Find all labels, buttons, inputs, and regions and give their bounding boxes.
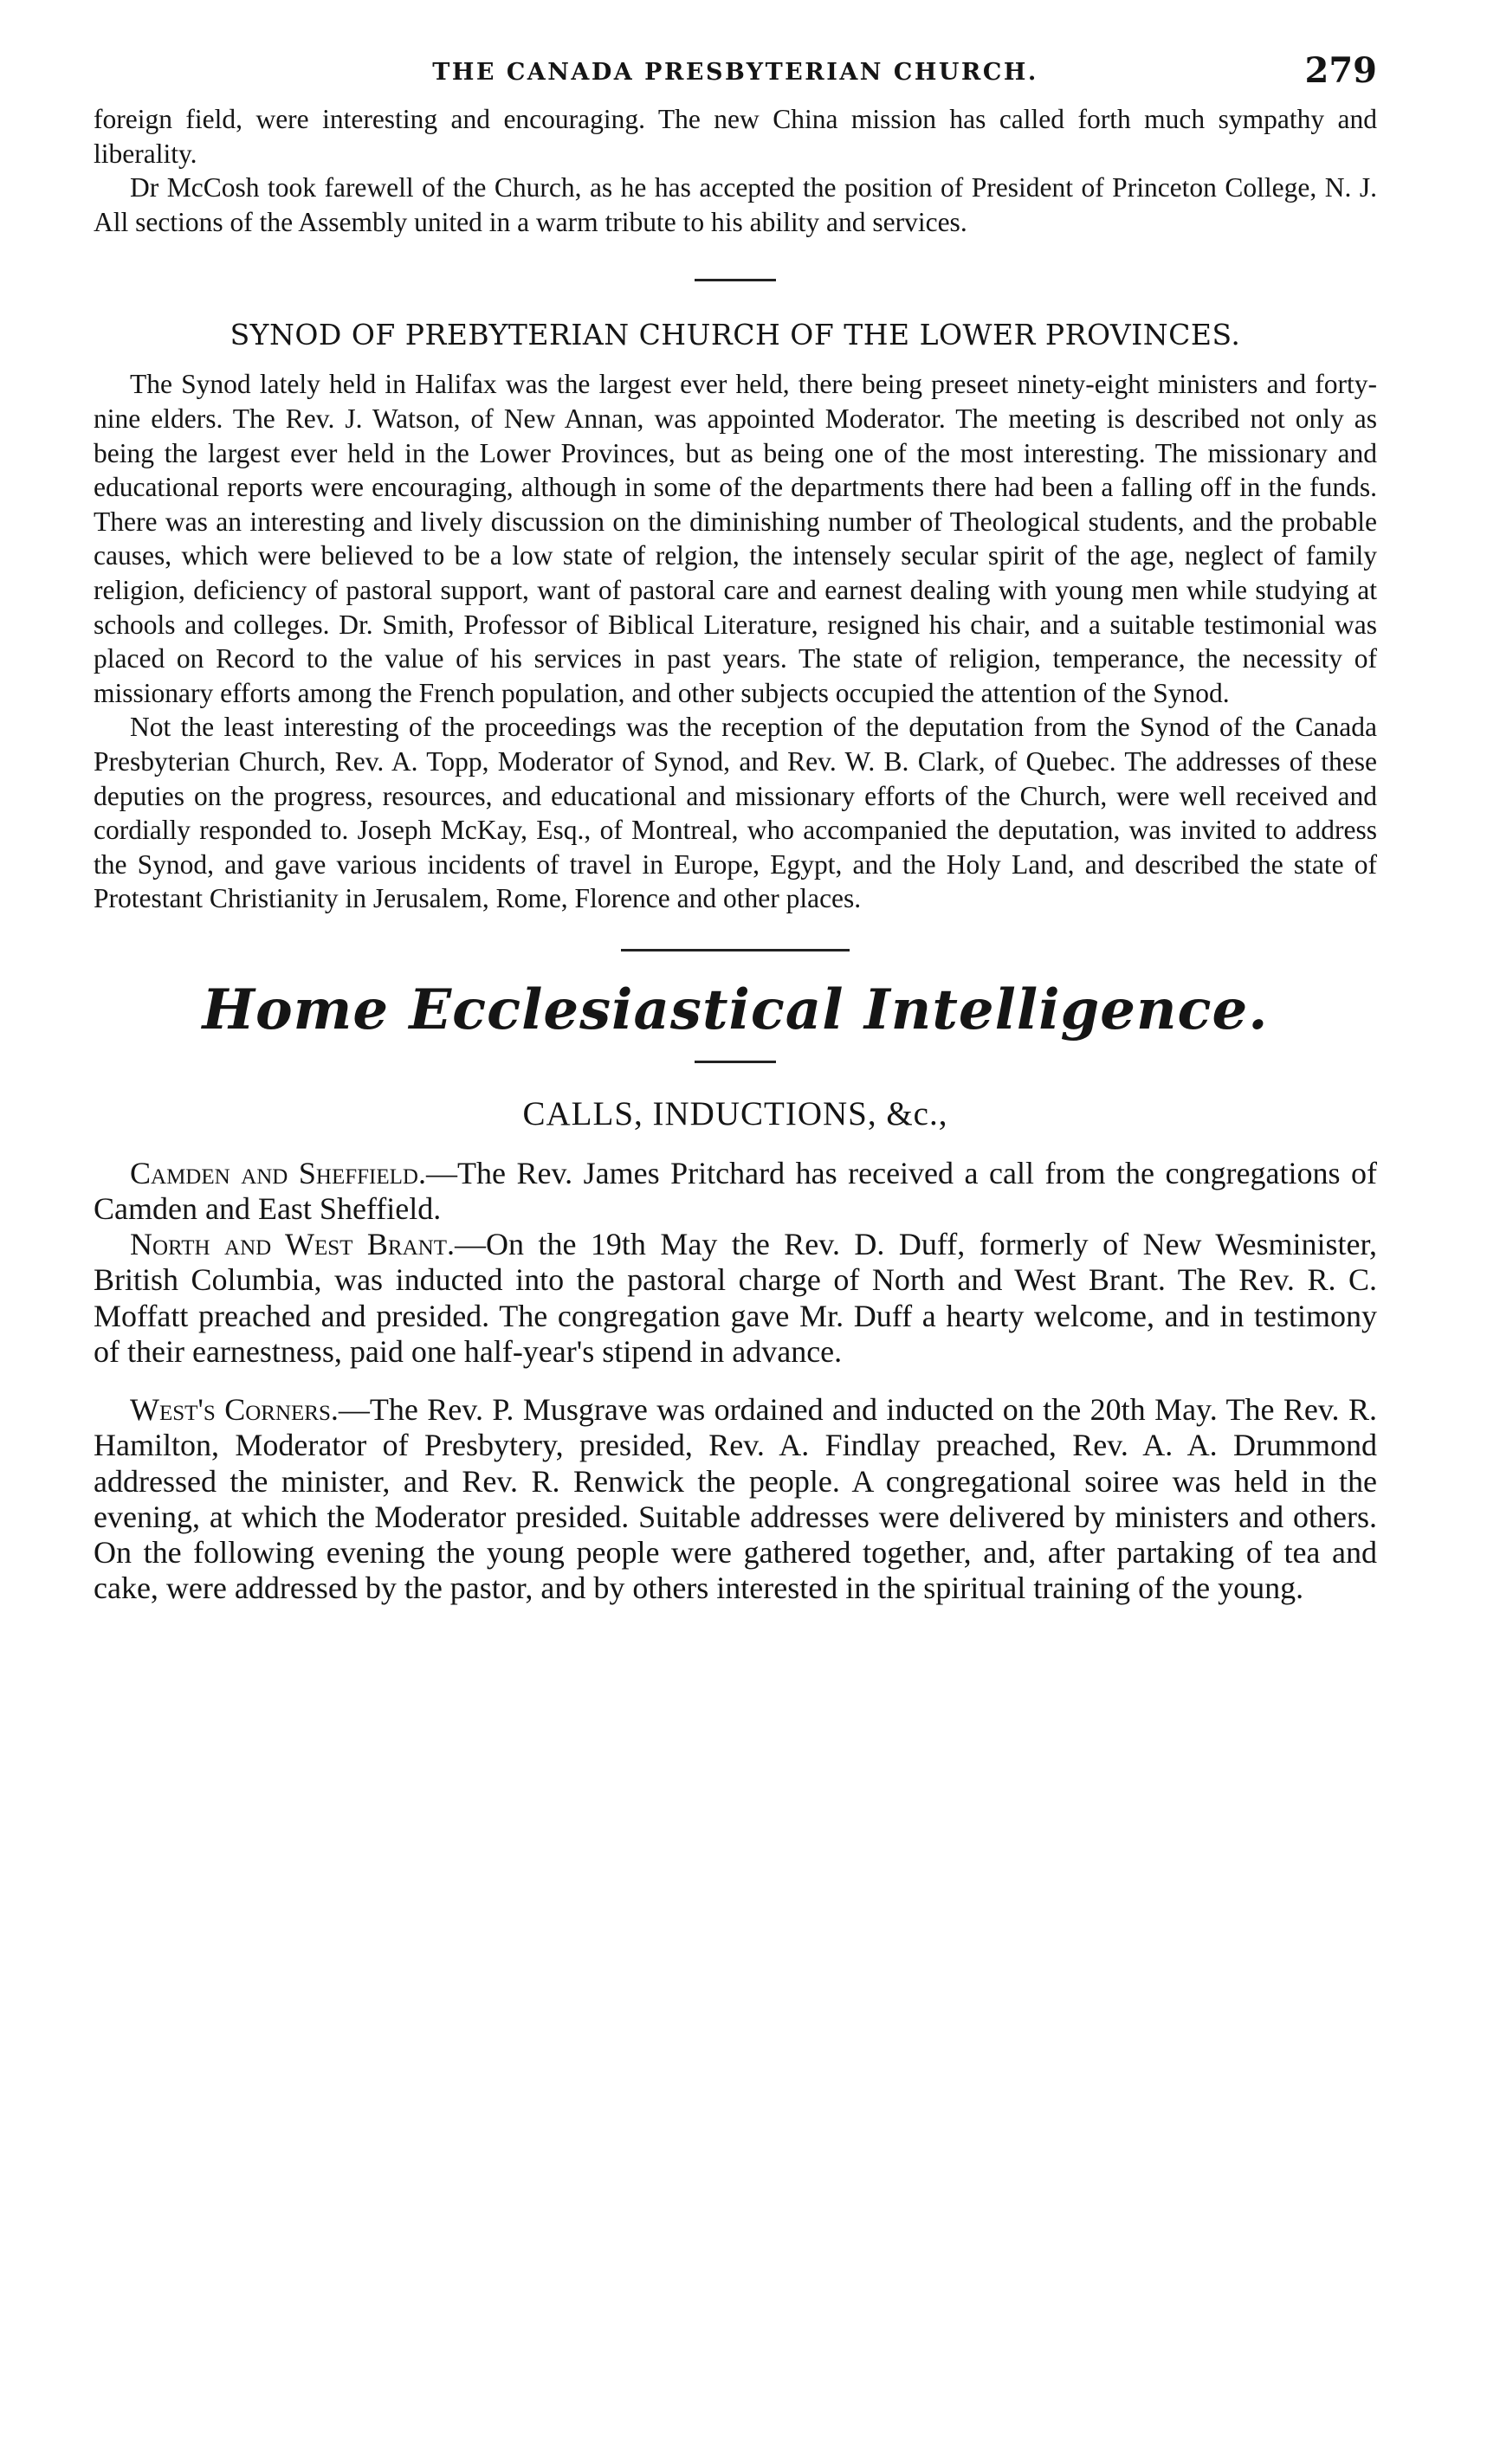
entry-place: Camden and Sheffield. [130, 1155, 426, 1190]
journal-page [94, 50, 1377, 1606]
section-divider [695, 1061, 776, 1063]
assembly-report-continuation [94, 102, 1377, 239]
synod-heading: SYNOD OF PREBYTERIAN CHURCH OF THE LOWER PROVINCES. [230, 318, 1241, 352]
section-divider [621, 949, 850, 951]
entry [94, 1392, 1377, 1606]
entry-place: North and West Brant. [130, 1227, 455, 1262]
entry-text: —The Rev. P. Musgrave was ordained and inducted on the 20th May. The Rev. R. Hamilton, Moderator of Presbytery, presided, Rev. A. Findlay preached, Rev. A. A. Drummond addressed the minister, and Rev. R. Renwick the people. A congregational soiree was held in the evening, at which the Moderator presided. Suitable addresses were delivered by ministers and others. On the following evening the young people were gathered together, and, after partaking of tea and cake, were addressed by the pastor, and by others interested in the spiritual training of the young. [94, 1392, 1377, 1606]
paragraph: foreign field, were interesting and encouraging. The new China mission has called forth much sympathy and liberality. [94, 104, 1377, 169]
paragraph: The Synod lately held in Halifax was the largest ever held, there being preseet ninety-eight ministers and forty-nine elders. The Rev. J. Watson, of New Annan, was appointed Moderator. The meeting is described not only as being the largest ever held in the Lower Provinces, but as being one of the most interesting. The missionary and educational reports were encouraging, although in some of the departments there had been a falling off in the funds. There was an interesting and lively discussion on the diminishing number of Theological students, and the probable causes, which were believed to be a low state of relgion, the intensely secular spirit of the age, neglect of family religion, deficiency of pastoral support, want of pastoral care and earnest dealing with young men while studying at schools and colleges. Dr. Smith, Professor of Biblical Literature, resigned his chair, and a suitable testimonial was placed on Record to the value of his services in past years. The state of religion, temperance, the necessity of missionary efforts among the French population, and other subjects occupied the attention of the Synod. [94, 369, 1377, 708]
entry [94, 1156, 1377, 1227]
entry [94, 1227, 1377, 1370]
running-head [94, 50, 1377, 102]
home-intelligence-heading: Home Ecclesiastical Intelligence. [202, 977, 1269, 1042]
calls-inductions [94, 1156, 1377, 1606]
page-number: 279 [1304, 50, 1377, 91]
running-title: THE CANADA PRESBYTERIAN CHURCH. [432, 59, 1038, 86]
entry-text: —On the 19th May the Rev. D. Duff, formerly of New Wesminister, British Columbia, was inducted into the pastoral charge of North and West Brant. The Rev. R. C. Moffatt preached and presided. The congregation gave Mr. Duff a hearty welcome, and in testimony of their earnestness, paid one half-year's stipend in advance. [94, 1227, 1378, 1369]
entry-place: West's Corners. [130, 1392, 339, 1428]
calls-heading: CALLS, INDUCTIONS, &c., [522, 1094, 948, 1132]
entry-text: —The Rev. James Pritchard has received a call from the congregations of Camden and East Sheffield. [94, 1155, 1377, 1227]
paragraph: Dr McCosh took farewell of the Church, as he has accepted the position of President of Princeton College, N. J. All sections of the Assembly united in a warm tribute to his ability and services. [94, 172, 1377, 237]
synod-report [94, 367, 1377, 916]
section-divider [695, 279, 776, 281]
paragraph: Not the least interesting of the proceedings was the reception of the deputation from the Synod of the Canada Presbyterian Church, Rev. A. Topp, Moderator of Synod, and Rev. W. B. Clark, of Quebec. The addresses of these deputies on the progress, resources, and educational and missionary efforts of the Church, were well received and cordially responded to. Joseph McKay, Esq., of Montreal, who accompanied the deputation, was invited to address the Synod, and gave various incidents of travel in Europe, Egypt, and the Holy Land, and described the state of Protestant Christianity in Jerusalem, Rome, Florence and other places. [94, 712, 1377, 914]
